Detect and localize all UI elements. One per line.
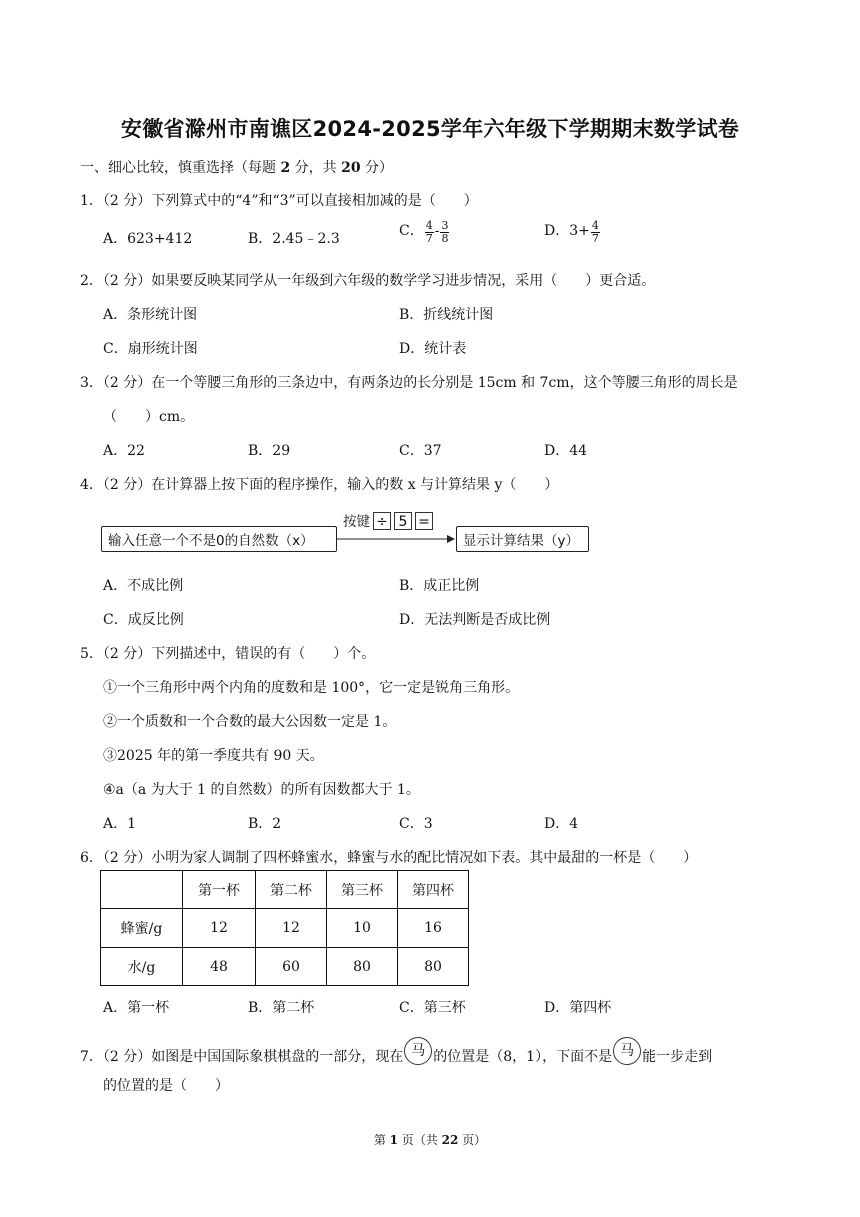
table-cell: 水/g: [101, 948, 183, 986]
q5-option-d[interactable]: D．4: [544, 816, 579, 832]
q4-option-b[interactable]: B．成正比例: [399, 578, 480, 594]
table-cell: 12: [183, 909, 256, 948]
section-heading: 一、细心比较，慎重选择（每题 2 分，共 20 分）: [80, 160, 394, 176]
q2-option-c[interactable]: C．扇形统计图: [103, 341, 198, 357]
q1-option-b[interactable]: B．2.45﹣2.3: [248, 231, 340, 247]
q6-option-c[interactable]: C．第三杯: [399, 1000, 466, 1016]
question-3-stem: 3．（2 分）在一个等腰三角形的三条边中，有两条边的长分别是 15cm 和 7cm，这个等腰三角形的周长是: [80, 375, 738, 391]
table-header-cell: 第三杯: [327, 871, 398, 909]
q5-statement-2: ②一个质数和一个合数的最大公因数一定是 1。: [103, 714, 397, 730]
q3-option-d[interactable]: D．44: [544, 443, 588, 459]
question-2-stem: 2．（2 分）如果要反映某同学从一年级到六年级的数学学习进步情况，采用（ ）更合适。: [80, 273, 656, 289]
key-five: 5: [394, 512, 412, 530]
q6-option-b[interactable]: B．第二杯: [248, 1000, 315, 1016]
table-row: [101, 909, 469, 948]
horse-piece-icon: 马: [613, 1037, 641, 1065]
key-equals: =: [415, 512, 433, 530]
table-header-row: [101, 871, 469, 909]
q1-option-d[interactable]: D．3+ $\frac{4}{7}$: [544, 219, 599, 245]
table-cell: 80: [327, 948, 398, 986]
question-5-stem: 5．（2 分）下列描述中，错误的有（ ）个。: [80, 646, 376, 662]
honey-water-table: [100, 870, 469, 986]
q5-option-b[interactable]: B．2: [248, 816, 282, 832]
flow-keys: 按键 ÷ 5 =: [343, 510, 433, 530]
table-header-cell: 第四杯: [398, 871, 469, 909]
table-cell: 12: [256, 909, 327, 948]
question-4-stem: 4．（2 分）在计算器上按下面的程序操作，输入的数 x 与计算结果 y（ ）: [80, 477, 559, 493]
q6-option-a[interactable]: A．第一杯: [103, 1000, 170, 1016]
table-header-cell: 第一杯: [183, 871, 256, 909]
question-7-stem-line2: 的位置的是（ ）: [103, 1078, 229, 1094]
q1-option-c[interactable]: C． $\frac{4}{7}$ - $\frac{3}{8}$: [399, 219, 449, 245]
question-3-stem-line2: （ ）cm。: [103, 409, 195, 425]
flow-output-box: 显示计算结果（y）: [456, 526, 589, 552]
q3-option-c[interactable]: C．37: [399, 443, 442, 459]
q5-option-a[interactable]: A．1: [103, 816, 137, 832]
q5-statement-3: ③2025 年的第一季度共有 90 天。: [103, 748, 324, 764]
q6-option-d[interactable]: D．第四杯: [544, 1000, 612, 1016]
table-cell: 48: [183, 948, 256, 986]
q4-option-d[interactable]: D．无法判断是否成比例: [399, 612, 551, 628]
flow-input-box: 输入任意一个不是0的自然数（x）: [101, 526, 337, 552]
page-title: 安徽省滁州市南谯区2024-2025学年六年级下学期期末数学试卷: [120, 117, 740, 141]
table-header-cell: 第二杯: [256, 871, 327, 909]
q5-statement-4: ④a（a 为大于 1 的自然数）的所有因数都大于 1。: [103, 782, 420, 798]
table-cell: 蜂蜜/g: [101, 909, 183, 948]
q5-option-c[interactable]: C．3: [399, 816, 433, 832]
q4-option-c[interactable]: C．成反比例: [103, 612, 184, 628]
q3-option-b[interactable]: B．29: [248, 443, 291, 459]
q2-option-b[interactable]: B．折线统计图: [399, 307, 494, 323]
q4-option-a[interactable]: A．不成比例: [103, 578, 184, 594]
q5-statement-1: ①一个三角形中两个内角的度数和是 100°，它一定是锐角三角形。: [103, 680, 520, 696]
horse-piece-icon: 马: [404, 1037, 432, 1065]
q1-option-a[interactable]: A．623+412: [103, 231, 193, 247]
table-header-cell: [101, 871, 183, 909]
key-divide: ÷: [373, 512, 391, 530]
question-1-stem: 1．（2 分）下列算式中的“4”和“3”可以直接相加减的是（ ）: [80, 193, 478, 209]
table-row: [101, 948, 469, 986]
table-cell: 60: [256, 948, 327, 986]
q2-option-a[interactable]: A．条形统计图: [103, 307, 198, 323]
table-cell: 16: [398, 909, 469, 948]
question-7-stem: 7．（2 分）如图是中国国际象棋棋盘的一部分，现在 马 的位置是（8，1），下面不是 马 能一步走到: [80, 1043, 712, 1071]
q2-option-d[interactable]: D．统计表: [399, 341, 467, 357]
page-footer: 第 1 页（共 22 页）: [373, 1133, 487, 1147]
question-6-stem: 6．（2 分）小明为家人调制了四杯蜂蜜水，蜂蜜与水的配比情况如下表。其中最甜的一杯是（ ）: [80, 850, 698, 866]
q3-option-a[interactable]: A．22: [103, 443, 145, 459]
table-cell: 80: [398, 948, 469, 986]
table-cell: 10: [327, 909, 398, 948]
flow-arrow-icon: [337, 533, 457, 545]
